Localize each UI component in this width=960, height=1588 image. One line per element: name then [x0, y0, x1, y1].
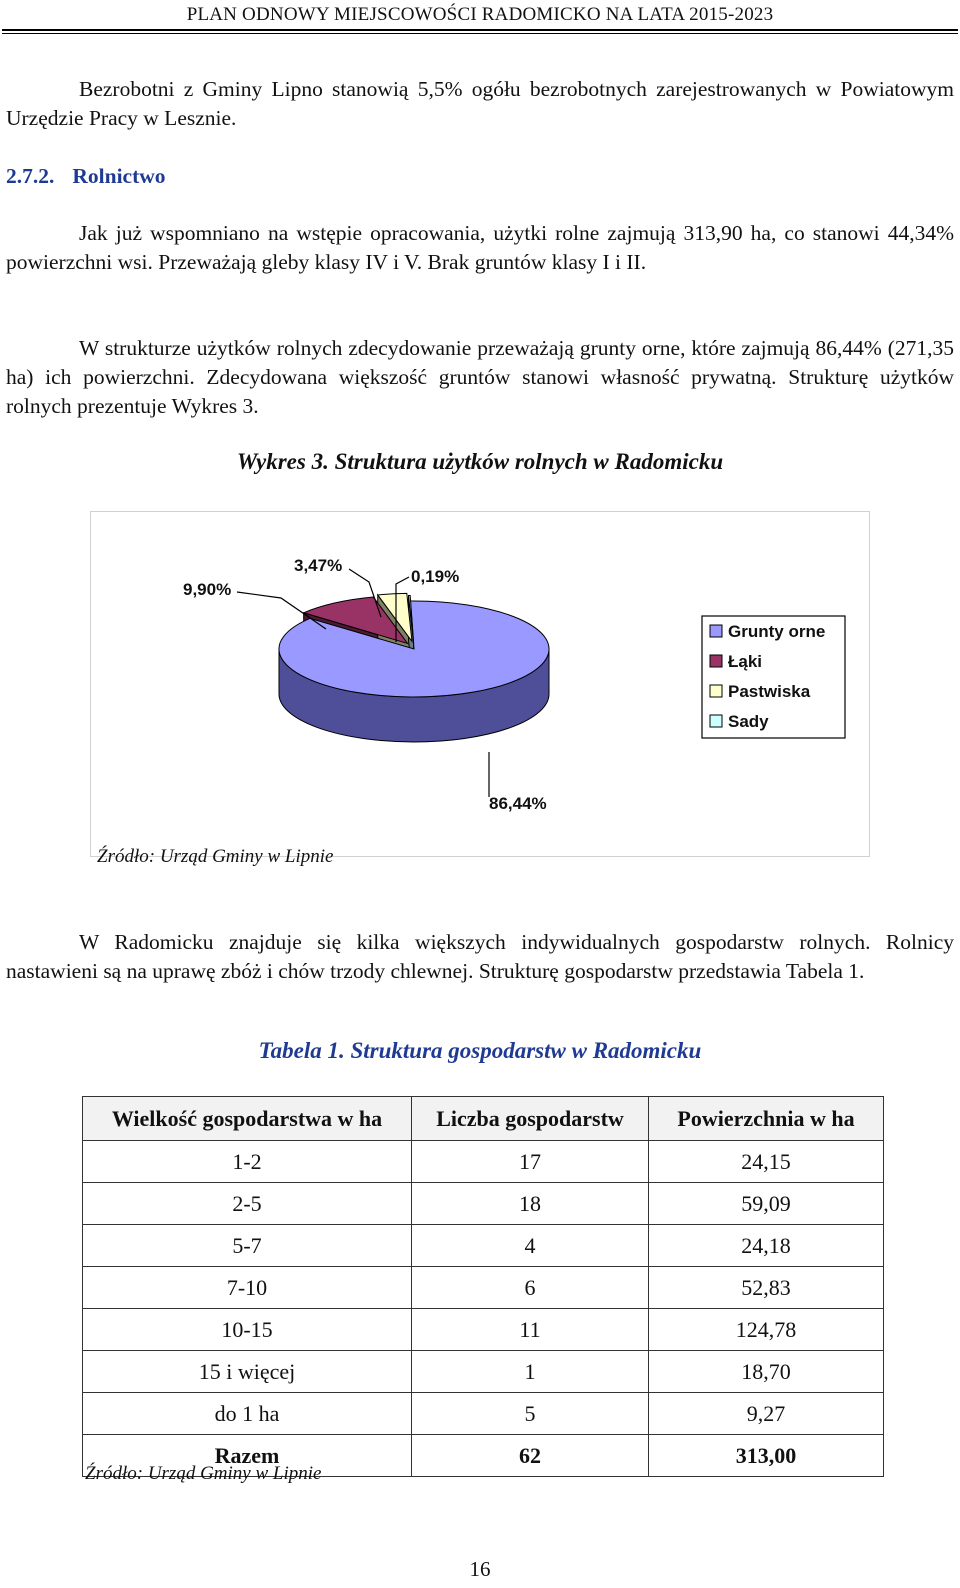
table-row — [83, 1309, 884, 1351]
section-title: Rolnictwo — [72, 164, 166, 188]
paragraph-farms-text: W Radomicku znajduje się kilka większych indywidualnych gospodarstw rolnych. Rolnicy nastawieni są na uprawę zbóż i chów trzody chlewnej. Strukturę gospodarstw przedstawia Tabela 1. — [6, 930, 954, 983]
cell-size: 10-15 — [83, 1309, 412, 1351]
paragraph-structure-text: W strukturze użytków rolnych zdecydowanie przeważają grunty orne, które zajmują 86,44% (271,35 ha) ich powierzchni. Zdecydowana większość gruntów stanowi własność prywatną. Strukturę użytków rolnych prezentuje Wykres 3. — [6, 336, 954, 418]
label-sady: 0,19% — [411, 567, 460, 586]
cell-area: 18,70 — [649, 1351, 884, 1393]
table-row — [83, 1225, 884, 1267]
cell-size: do 1 ha — [83, 1393, 412, 1435]
page-number: 16 — [469, 1557, 491, 1581]
table-row — [83, 1351, 884, 1393]
table-row — [83, 1183, 884, 1225]
paragraph-agri-land — [6, 219, 954, 277]
table-row — [83, 1267, 884, 1309]
cell-area: 52,83 — [649, 1267, 884, 1309]
legend-grunty-orne-swatch — [710, 625, 722, 637]
section-heading — [6, 164, 166, 189]
pie-tops — [279, 593, 549, 697]
cell-area: 9,27 — [649, 1393, 884, 1435]
legend-sady-label: Sady — [728, 712, 769, 731]
chart-source: Źródło: Urząd Gminy w Lipnie — [97, 846, 334, 867]
column-header-size: Wielkość gospodarstwa w ha — [83, 1097, 412, 1141]
cell-count: 17 — [412, 1141, 649, 1183]
table-row — [83, 1141, 884, 1183]
farm-structure-table — [82, 1096, 884, 1477]
column-header-area: Powierzchnia w ha — [649, 1097, 884, 1141]
cell-size: 1-2 — [83, 1141, 412, 1183]
label-grunty-orne: 86,44% — [489, 794, 547, 813]
paragraph-unemployment-text: Bezrobotni z Gminy Lipno stanowią 5,5% ogółu bezrobotnych zarejestrowanych w Powiatowym Urzędzie Pracy w Lesznie. — [6, 77, 954, 130]
section-number: 2.7.2. — [6, 164, 55, 188]
cell-area: 24,15 — [649, 1141, 884, 1183]
paragraph-agri-land-text: Jak już wspomniano na wstępie opracowania, użytki rolne zajmują 313,90 ha, co stanowi 44,34% powierzchni wsi. Przeważają gleby klasy IV i V. Brak gruntów klasy I i II. — [6, 221, 954, 274]
legend-sady-swatch — [710, 715, 722, 727]
cell-area: 124,78 — [649, 1309, 884, 1351]
cell-total-area: 313,00 — [649, 1435, 884, 1477]
chart-legend — [702, 616, 845, 738]
cell-count: 1 — [412, 1351, 649, 1393]
cell-count: 18 — [412, 1183, 649, 1225]
chart-caption: Wykres 3. Struktura użytków rolnych w Radomicku — [236, 449, 724, 474]
table-caption: Tabela 1. Struktura gospodarstw w Radomicku — [258, 1038, 702, 1063]
cell-count: 11 — [412, 1309, 649, 1351]
legend-pastwiska-swatch — [710, 685, 722, 697]
legend-grunty-orne-label: Grunty orne — [728, 622, 826, 641]
cell-count: 4 — [412, 1225, 649, 1267]
header-rule — [2, 29, 958, 31]
paragraph-farms — [6, 928, 954, 986]
cell-size: 7-10 — [83, 1267, 412, 1309]
table-body — [83, 1141, 884, 1477]
pie-chart — [91, 512, 869, 856]
legend-laki-label: Łąki — [728, 652, 763, 671]
pie-chart-container — [90, 511, 870, 857]
document-title: PLAN ODNOWY MIEJSCOWOŚCI RADOMICKO NA LATA 2015-2023 — [186, 4, 774, 25]
cell-total-label: Razem — [83, 1435, 412, 1477]
header-rule-thin — [2, 33, 958, 34]
cell-size: 15 i więcej — [83, 1351, 412, 1393]
cell-size: 2-5 — [83, 1183, 412, 1225]
table-header-row — [83, 1097, 884, 1141]
legend-laki-swatch — [710, 655, 722, 667]
page-header — [0, 0, 960, 36]
cell-area: 24,18 — [649, 1225, 884, 1267]
table-row — [83, 1393, 884, 1435]
cell-count: 6 — [412, 1267, 649, 1309]
label-laki: 9,90% — [183, 580, 232, 599]
table-source: Źródło: Urząd Gminy w Lipnie — [85, 1463, 322, 1484]
legend-pastwiska-label: Pastwiska — [728, 682, 811, 701]
column-header-count: Liczba gospodarstw — [412, 1097, 649, 1141]
cell-area: 59,09 — [649, 1183, 884, 1225]
cell-count: 5 — [412, 1393, 649, 1435]
cell-total-count: 62 — [412, 1435, 649, 1477]
cell-size: 5-7 — [83, 1225, 412, 1267]
label-pastwiska: 3,47% — [294, 556, 343, 575]
paragraph-unemployment — [6, 75, 954, 133]
paragraph-structure — [6, 334, 954, 421]
